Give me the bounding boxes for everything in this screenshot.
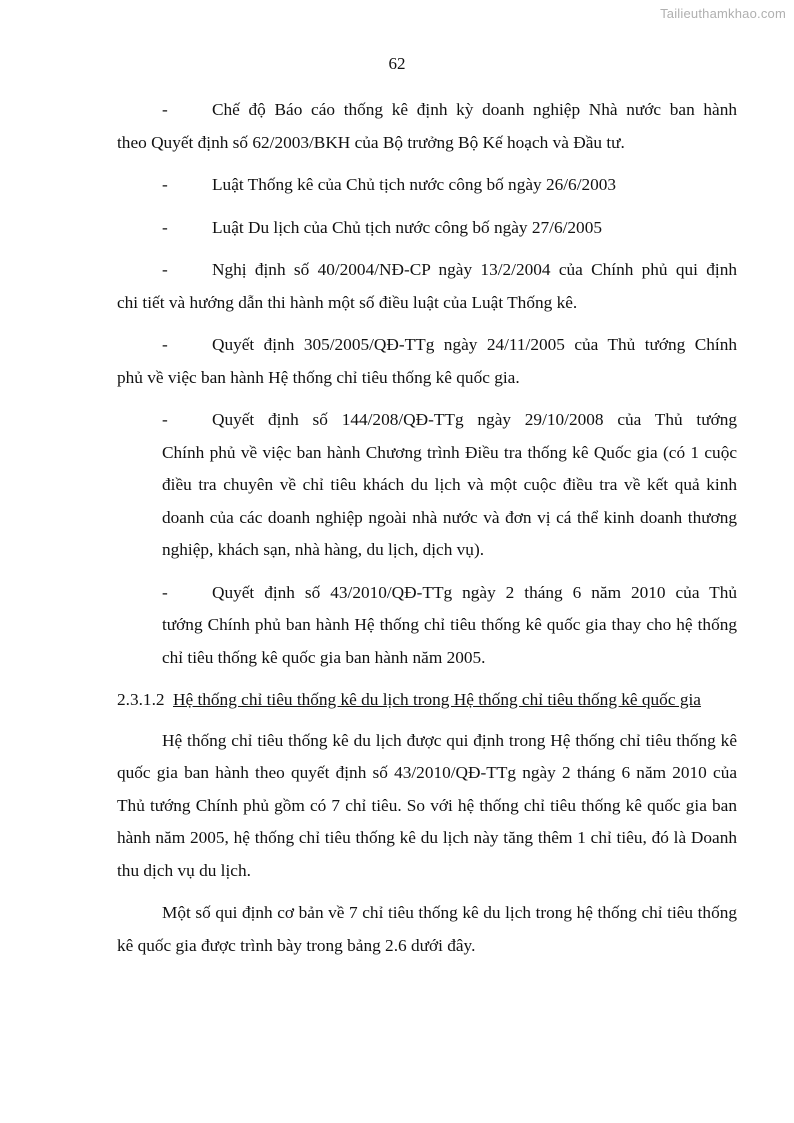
- watermark: Tailieuthamkhao.com: [660, 6, 786, 21]
- bullet-dash: -: [162, 100, 168, 119]
- bullet-item: [117, 577, 737, 675]
- bullet-item: [117, 94, 737, 159]
- bullet-first-line: Nghị định số 40/2004/NĐ-CP ngày 13/2/2004 của Chính phủ qui định: [212, 260, 737, 279]
- bullet-item: [117, 329, 737, 394]
- body-paragraph: Một số qui định cơ bản về 7 chỉ tiêu thống kê du lịch trong hệ thống chỉ tiêu thống kê quốc gia được trình bày trong bảng 2.6 dưới đây.: [117, 903, 737, 955]
- section-title: Hệ thống chỉ tiêu thống kê du lịch trong Hệ thống chỉ tiêu thống kê quốc gia: [173, 690, 701, 709]
- bullet-continuation: theo Quyết định số 62/2003/BKH của Bộ trưởng Bộ Kế hoạch và Đầu tư.: [117, 132, 625, 152]
- bullet-first-line: Quyết định số 144/208/QĐ-TTg ngày 29/10/2008 của Thủ tướng: [212, 410, 737, 429]
- bullet-dash: -: [162, 217, 168, 237]
- bullet-dash: -: [162, 582, 168, 602]
- bullet-continuation: tướng Chính phủ ban hành Hệ thống chỉ tiêu thống kê quốc gia thay cho hệ thống chỉ tiêu thống kê quốc gia ban hành năm 2005.: [162, 615, 737, 667]
- bullet-dash: -: [162, 335, 168, 354]
- bullet-first-line: Quyết định số 43/2010/QĐ-TTg ngày 2 tháng 6 năm 2010 của Thủ: [212, 582, 737, 602]
- bullet-continuation: chi tiết và hướng dẫn thi hành một số điều luật của Luật Thống kê.: [117, 292, 578, 312]
- bullet-first-line: Luật Du lịch của Chủ tịch nước công bố ngày 27/6/2005: [212, 217, 602, 237]
- bullet-item: [117, 404, 737, 567]
- section-number: 2.3.1.2: [117, 690, 165, 709]
- section-heading: [117, 684, 737, 717]
- bullet-item: [117, 254, 737, 319]
- bullet-dash: -: [162, 175, 168, 194]
- bullet-dash: -: [162, 410, 168, 429]
- bullet-first-line: Chế độ Báo cáo thống kê định kỳ doanh nghiệp Nhà nước ban hành: [212, 100, 737, 119]
- page-number: 62: [388, 54, 406, 73]
- bullet-continuation: Chính phủ về việc ban hành Chương trình Điều tra thống kê Quốc gia (có 1 cuộc điều tra chuyên về chỉ tiêu khách du lịch và một cuộc điều tra về kết quả kinh doanh của các doanh nghiệp ngoài nhà nước và đơn vị cá thể kinh doanh thương nghiệp, khách sạn, nhà hàng, du lịch, dịch vụ).: [162, 442, 737, 559]
- body-paragraph: Hệ thống chỉ tiêu thống kê du lịch được qui định trong Hệ thống chỉ tiêu thống kê quốc gia ban hành theo quyết định số 43/2010/QĐ-TTg ngày 2 tháng 6 năm 2010 của Thủ tướng Chính phủ gồm có 7 chỉ tiêu. So với hệ thống chỉ tiêu thống kê quốc gia ban hành năm 2005, hệ thống chỉ tiêu thống kê du lịch này tăng thêm 1 chỉ tiêu, đó là Doanh thu dịch vụ du lịch.: [117, 730, 737, 880]
- document-body: [117, 94, 737, 972]
- bullet-item: [117, 169, 737, 202]
- bullet-item: [117, 212, 737, 245]
- bullet-first-line: Quyết định 305/2005/QĐ-TTg ngày 24/11/2005 của Thủ tướng Chính: [212, 335, 737, 354]
- bullet-dash: -: [162, 260, 168, 279]
- bullet-first-line: Luật Thống kê của Chủ tịch nước công bố ngày 26/6/2003: [212, 175, 617, 194]
- bullet-continuation: phủ về việc ban hành Hệ thống chỉ tiêu thống kê quốc gia.: [117, 367, 520, 387]
